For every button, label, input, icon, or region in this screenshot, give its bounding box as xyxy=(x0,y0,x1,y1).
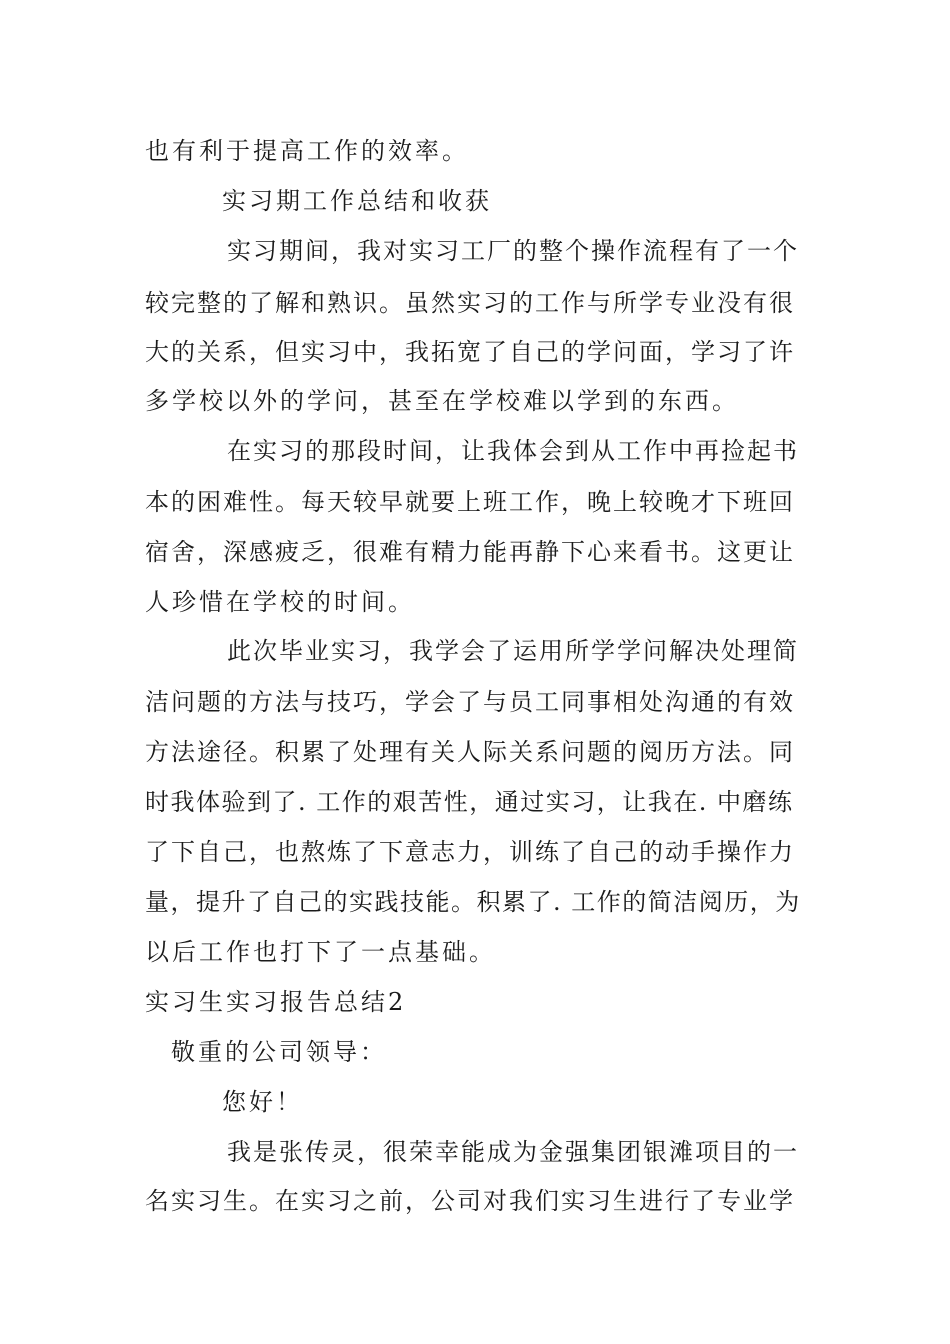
text-line: 此次毕业实习，我学会了运用所学学问解决处理简 xyxy=(227,637,799,665)
text-line: 以后工作也打下了一点基础。 xyxy=(145,938,496,966)
section-heading: 实习期工作总结和收获 xyxy=(222,187,492,215)
text-line: 量，提升了自己的实践技能。积累了. 工作的简洁阅历，为 xyxy=(145,888,801,916)
text-line: 较完整的了解和熟识。虽然实习的工作与所学专业没有很 xyxy=(145,289,795,317)
text-line: 洁问题的方法与技巧，学会了与员工同事相处沟通的有效 xyxy=(145,688,795,716)
text-line: 多学校以外的学问，甚至在学校难以学到的东西。 xyxy=(145,387,739,415)
text-line: 在实习的那段时间，让我体会到从工作中再捡起书 xyxy=(227,437,799,465)
text-line: 时我体验到了. 工作的艰苦性，通过实习，让我在. 中磨练 xyxy=(145,788,794,816)
text-line: 大的关系，但实习中，我拓宽了自己的学问面，学习了许 xyxy=(145,338,795,366)
text-line: 宿舍，深感疲乏，很难有精力能再静下心来看书。这更让 xyxy=(145,538,795,566)
text-line: 也有利于提高工作的效率。 xyxy=(145,137,469,165)
text-line: 实习期间，我对实习工厂的整个操作流程有了一个 xyxy=(227,237,799,265)
section-heading: 实习生实习报告总结2 xyxy=(145,988,407,1016)
text-line: 本的困难性。每天较早就要上班工作，晚上较晚才下班回 xyxy=(145,488,795,516)
text-line: 我是张传灵，很荣幸能成为金强集团银滩项目的一 xyxy=(227,1138,799,1166)
salutation: 敬重的公司领导： xyxy=(171,1038,387,1066)
text-line: 名实习生。在实习之前，公司对我们实习生进行了专业学 xyxy=(145,1187,795,1215)
text-line: 人珍惜在学校的时间。 xyxy=(145,588,415,616)
text-line: 了下自己，也熬炼了下意志力，训练了自己的动手操作力 xyxy=(145,838,795,866)
text-line: 方法途径。积累了处理有关人际关系问题的阅历方法。同 xyxy=(145,738,795,766)
greeting: 您好！ xyxy=(222,1088,303,1116)
